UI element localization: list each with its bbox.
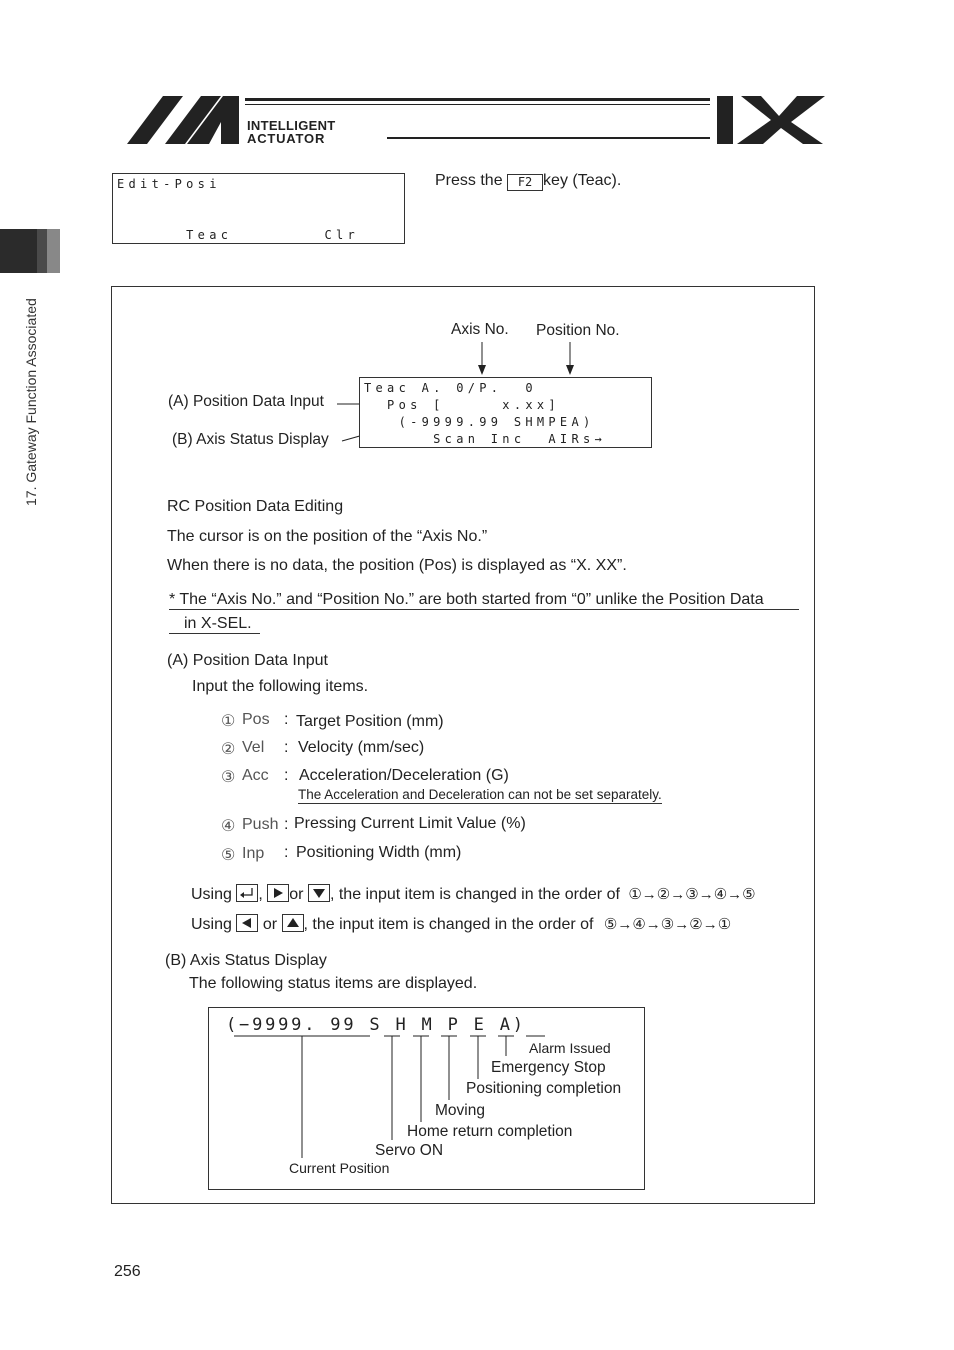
status-label-alarm: Alarm Issued	[529, 1040, 611, 1056]
instruction-prefix: Press the	[435, 172, 503, 189]
position-no-label: Position No.	[536, 322, 620, 339]
section-b-intro: The following status items are displayed.	[189, 975, 478, 992]
note-line-1: * The “Axis No.” and “Position No.” are both started from “0” unlike the Position Data	[169, 591, 799, 610]
page-number: 256	[114, 1263, 141, 1280]
or-text: or	[262, 916, 278, 933]
lcd-row-4: Teac Clr	[117, 228, 360, 242]
or-text: or	[289, 886, 304, 903]
using-label: Using	[191, 916, 232, 933]
item-desc: Acceleration/Deceleration (G)	[299, 767, 509, 784]
item-num: ③	[221, 769, 236, 786]
status-label-emergency: Emergency Stop	[491, 1059, 606, 1076]
item-name: Vel	[242, 739, 265, 756]
status-label-servo: Servo ON	[375, 1142, 444, 1159]
item-colon: :	[284, 711, 289, 728]
section-title: RC Position Data Editing	[167, 498, 344, 515]
using-label: Using	[191, 886, 232, 903]
item-num: ⑤	[221, 847, 236, 864]
lcd-row-1: Edit-Posi	[117, 177, 221, 191]
item-note: The Acceleration and Deceleration can not be set separately.	[298, 787, 662, 802]
comma: ,	[258, 886, 263, 903]
section-a-title: (A) Position Data Input	[167, 652, 328, 669]
logo-text-intelligent: INTELLIGENT	[247, 118, 336, 133]
item-num: ①	[221, 713, 236, 730]
note-line-2: in X-SEL.	[169, 615, 260, 634]
item-desc: Target Position (mm)	[296, 713, 444, 730]
body-line-1: The cursor is on the position of the “Axis No.”	[167, 528, 488, 545]
instruction-suffix: key (Teac).	[543, 172, 622, 189]
item-name: Inp	[242, 845, 265, 862]
status-label-positioning: Positioning completion	[466, 1080, 622, 1097]
side-chapter-label: 17. Gateway Function Associated	[23, 298, 39, 506]
sequence-backward: ⑤→④→③→②→①	[603, 916, 732, 933]
body-line-2: When there is no data, the position (Pos) is displayed as “X. XX”.	[167, 557, 627, 574]
logo-text-actuator: ACTUATOR	[247, 131, 326, 146]
f2-key: F2	[507, 174, 543, 191]
item-desc: Positioning Width (mm)	[296, 844, 462, 861]
sequence-forward: ①→②→③→④→⑤	[628, 886, 756, 903]
lcd-teac-row-1: Teac A. 0/P. 0	[364, 381, 537, 395]
item-colon: :	[284, 816, 289, 833]
item-num: ④	[221, 818, 236, 835]
lcd-teac-row-3: (-9999.99 SHMPEA)	[364, 415, 595, 429]
lcd-teac-row-4: Scan Inc AIRs→	[364, 432, 607, 446]
label-b-axis-status: (B) Axis Status Display	[172, 431, 329, 448]
item-desc: Pressing Current Limit Value (%)	[294, 815, 526, 832]
using-text: , the input item is changed in the order of	[329, 886, 620, 903]
item-name: Push	[242, 816, 279, 833]
label-a-position-input: (A) Position Data Input	[168, 393, 324, 410]
status-label-current: Current Position	[289, 1160, 390, 1176]
status-label-moving: Moving	[435, 1102, 485, 1119]
using-text: , the input item is changed in the order of	[303, 916, 594, 933]
section-a-intro: Input the following items.	[192, 678, 369, 695]
axis-no-label: Axis No.	[451, 321, 509, 338]
item-colon: :	[284, 844, 289, 861]
status-string: (−9999. 99 S H M P E A)	[226, 1015, 526, 1035]
item-desc: Velocity (mm/sec)	[298, 739, 425, 756]
item-colon: :	[284, 767, 289, 784]
section-b-title: (B) Axis Status Display	[165, 952, 327, 969]
item-name: Acc	[242, 767, 269, 784]
status-label-home: Home return completion	[407, 1123, 573, 1140]
item-colon: :	[284, 739, 289, 756]
item-num: ②	[221, 741, 236, 758]
item-name: Pos	[242, 711, 270, 728]
lcd-teac-row-2: Pos [ x.xx]	[364, 398, 560, 412]
